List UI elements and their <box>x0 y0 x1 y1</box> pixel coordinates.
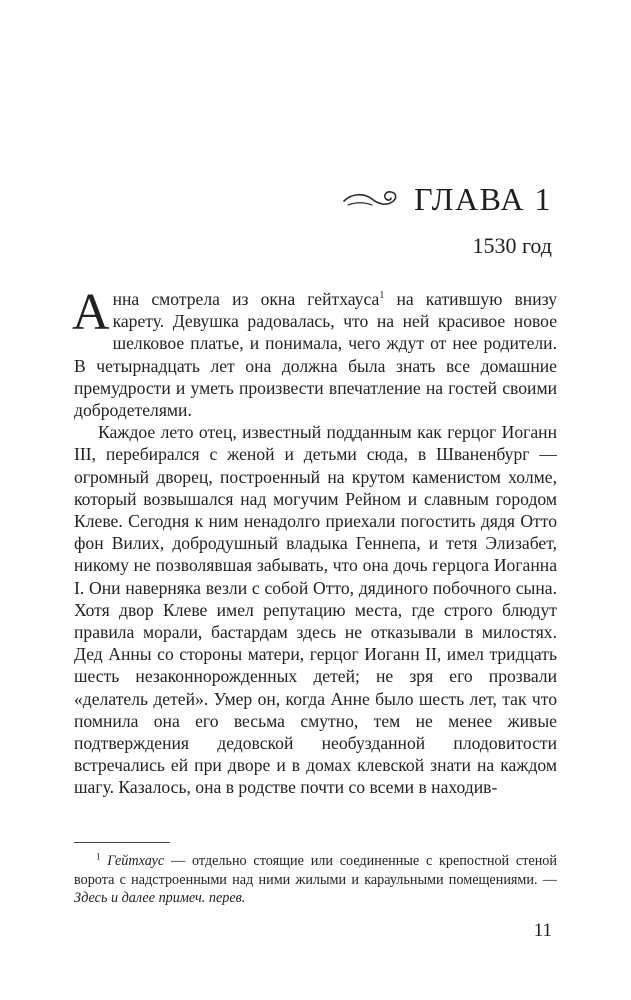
flourish-ornament-icon <box>342 187 400 211</box>
footnote-divider <box>74 842 170 843</box>
footnote <box>74 852 557 908</box>
page-number: 11 <box>533 920 552 941</box>
footnote-text: — отдельно стоящие или соединенные с крепостной стеной ворота с надстроенными над ними жилыми и караульными помещениями. — <box>74 853 557 888</box>
drop-cap: А <box>72 284 110 341</box>
chapter-year: 1530 год <box>472 233 552 258</box>
paragraph-1 <box>72 284 557 421</box>
paragraph-2: Каждое лето отец, известный подданным как герцог Иоганн III, перебирался с женой и детьми сюда, в Шваненбург — огромный дворец, построенный на крутом каменистом холме, который возвышался над могучим Рейном и славным городом Клеве. Сегодня к ним ненадолго приехали погостить дядя Отто фон Вилих, добродушный владыка Геннепа, и тетя Элизабет, никому не позволявшая забывать, что она дочь герцога Иоганна I. Они наверняка везли с собой Отто, дядиного побочного сына. Хотя двор Клеве имел репутацию места, где строго блюдут правила морали, бастардам здесь не отказывали в милостях. Дед Анны со стороны матери, герцог Иоганн II, имел тридцать шесть незаконнорожденных детей; не зря его прозвали «делатель детей». Умер он, когда Анне было шесть лет, так что помнила она его весьма смутно, тем не менее живые подтверждения дедовской необузданной плодовитости встречались ей при дворе и в домах клевской знати на каждом шагу. Казалось, она в родстве почти со всеми в находив- <box>74 422 557 798</box>
paragraph-1-text-a: нна смотрела из окна гейтхауса <box>112 289 380 309</box>
footnote-number: 1 <box>96 851 101 862</box>
footnote-reference[interactable]: 1 <box>379 290 385 302</box>
footnote-note: Здесь и далее примеч. перев. <box>74 890 246 906</box>
chapter-title: ГЛАВА 1 <box>414 181 552 217</box>
paragraph-1-text-b: на катившую внизу карету. Девушка радовалась, что на ней красивое новое шелковое платье, и понимала, чего ждут от нее родители. В четырнадцать лет она должна была знать все домашние премудрости и уметь произвести впечатление на гостей своими добродетелями. <box>74 289 557 421</box>
chapter-heading <box>342 183 552 215</box>
footnote-term: Гейтхаус <box>107 853 165 869</box>
body-text <box>72 284 557 799</box>
